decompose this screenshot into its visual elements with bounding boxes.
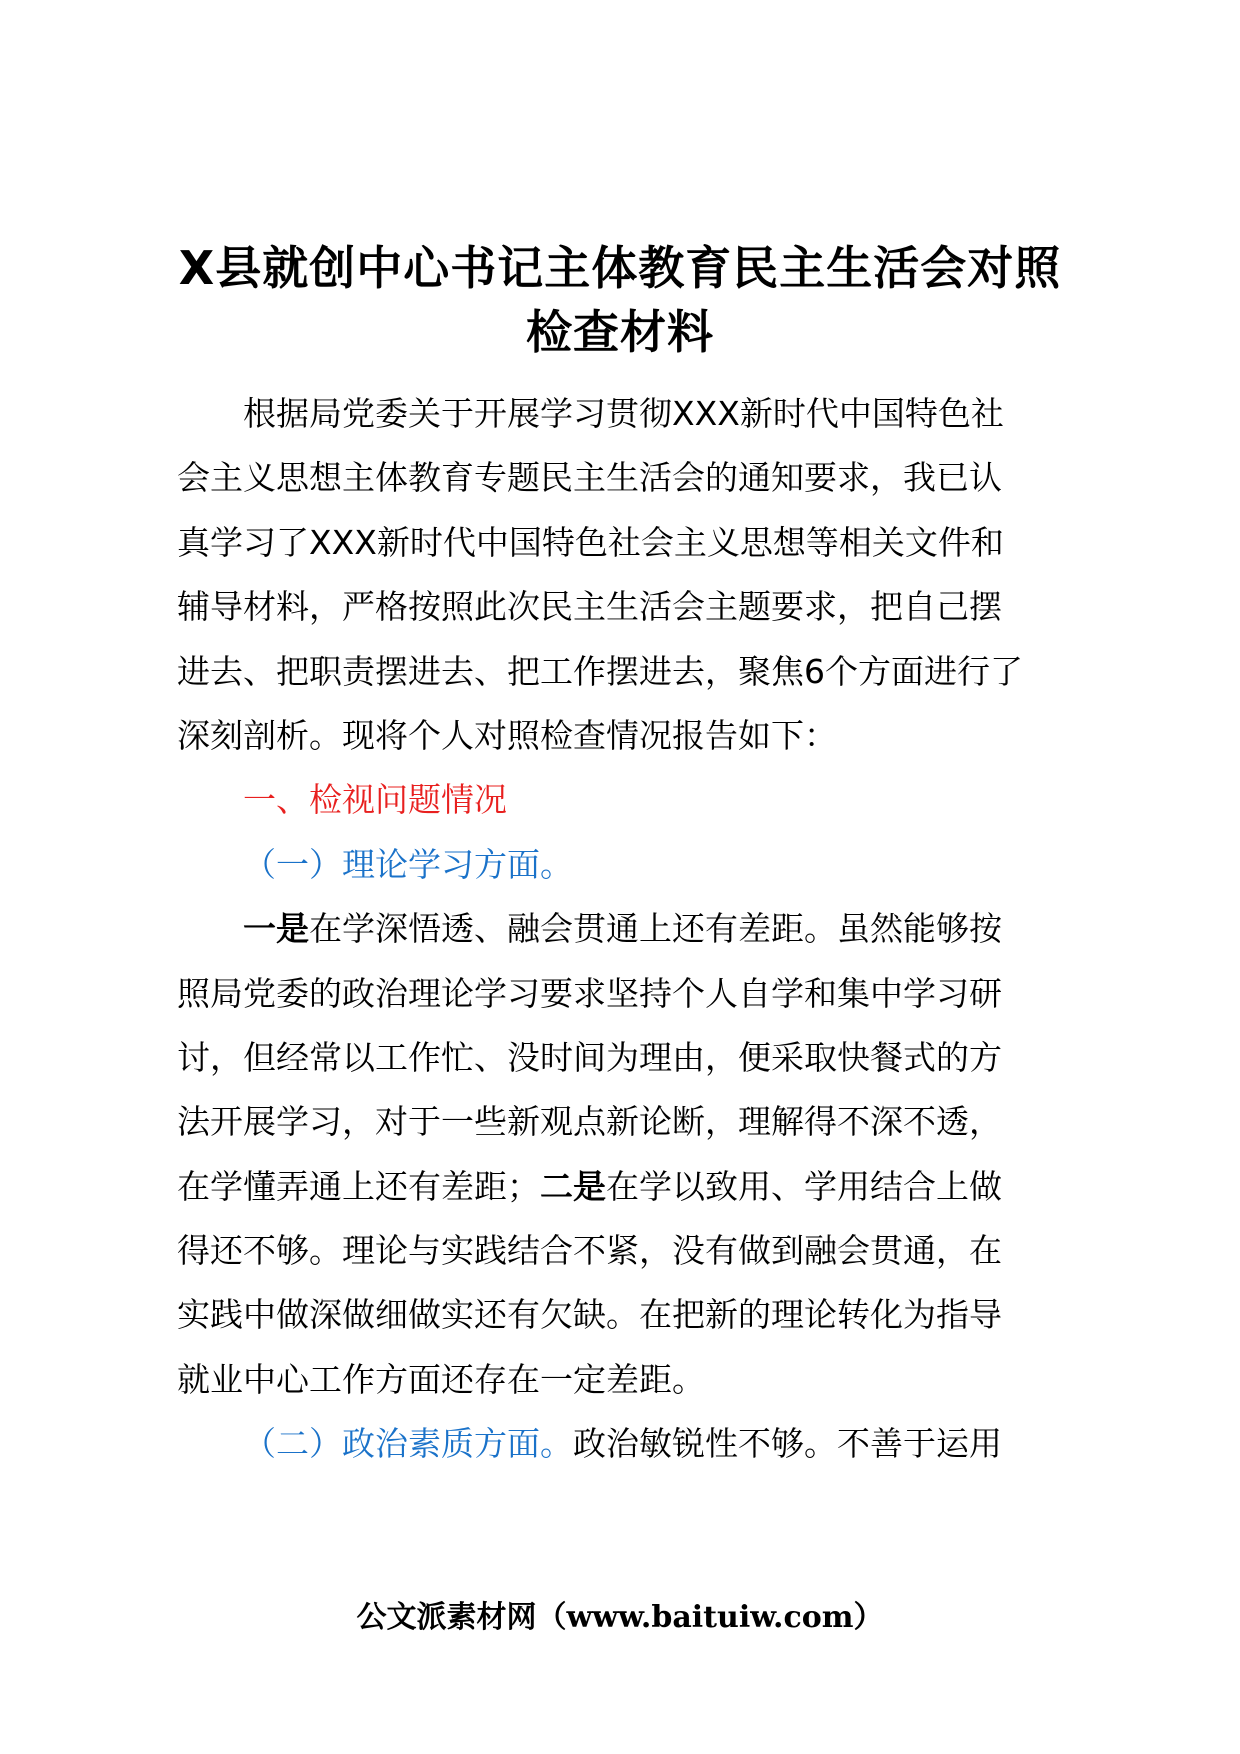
intro-line: 深刻剖析。现将个人对照检查情况报告如下： — [177, 715, 837, 755]
intro-line: 根据局党委关于开展学习贯彻XXX新时代中国特色社 — [243, 394, 1004, 433]
subsection-2-text: 政治敏锐性不够。不善于运用 — [573, 1424, 1002, 1464]
point-2-first-line — [177, 1155, 1107, 1219]
intro-paragraph — [177, 382, 1107, 768]
subsection-2 — [177, 1412, 1107, 1476]
point-1-line: 讨，但经常以工作忙、没时间为理由，便采取快餐式的方 — [177, 1037, 1002, 1077]
intro-line: 会主义思想主体教育专题民主生活会的通知要求，我已认 — [177, 458, 1002, 498]
intro-line: 真学习了XXX新时代中国特色社会主义思想等相关文件和 — [177, 522, 1004, 562]
document-title — [150, 236, 1090, 364]
intro-line: 辅导材料，严格按照此次民主生活会主题要求，把自己摆 — [177, 587, 1002, 627]
point-1-label: 一是 — [243, 909, 309, 949]
footer-watermark-text: 公文派素材网（www.baituiw.com） — [356, 1600, 884, 1635]
subsection-1 — [177, 833, 1107, 897]
point-1-last-text: 在学懂弄通上还有差距； — [177, 1166, 540, 1206]
intro-line: 进去、把职责摆进去、把工作摆进去，聚焦6个方面进行了 — [177, 651, 1023, 691]
section-1 — [177, 768, 1107, 832]
point-2-label: 二是 — [540, 1166, 606, 1206]
document-body — [177, 382, 1107, 1477]
point-2-line: 实践中做深做细做实还有欠缺。在把新的理论转化为指导 — [177, 1295, 1002, 1335]
document-title-line-2: 检查材料 — [526, 305, 714, 359]
point-2-text: 在学以致用、学用结合上做 — [606, 1166, 1002, 1206]
point-1-line: 照局党委的政治理论学习要求坚持个人自学和集中学习研 — [177, 973, 1002, 1013]
subsection-heading: （二）政治素质方面。 — [243, 1424, 573, 1464]
point-1-text: 在学深悟透、融会贯通上还有差距。虽然能够按 — [309, 909, 1002, 949]
point-1-line: 法开展学习，对于一些新观点新论断，理解得不深不透， — [177, 1102, 1002, 1142]
point-2-line: 得还不够。理论与实践结合不紧，没有做到融会贯通，在 — [177, 1231, 1002, 1271]
document-title-line-1: X县就创中心书记主体教育民主生活会对照 — [178, 241, 1062, 295]
point-2-line: 就业中心工作方面还存在一定差距。 — [177, 1359, 705, 1399]
point-1-first-line — [177, 897, 1107, 961]
theory-study-paragraph — [177, 897, 1107, 1412]
subsection-heading: （一）理论学习方面。 — [243, 844, 573, 884]
section-heading: 一、检视问题情况 — [243, 780, 507, 820]
subsection-2-line — [177, 1412, 1107, 1476]
